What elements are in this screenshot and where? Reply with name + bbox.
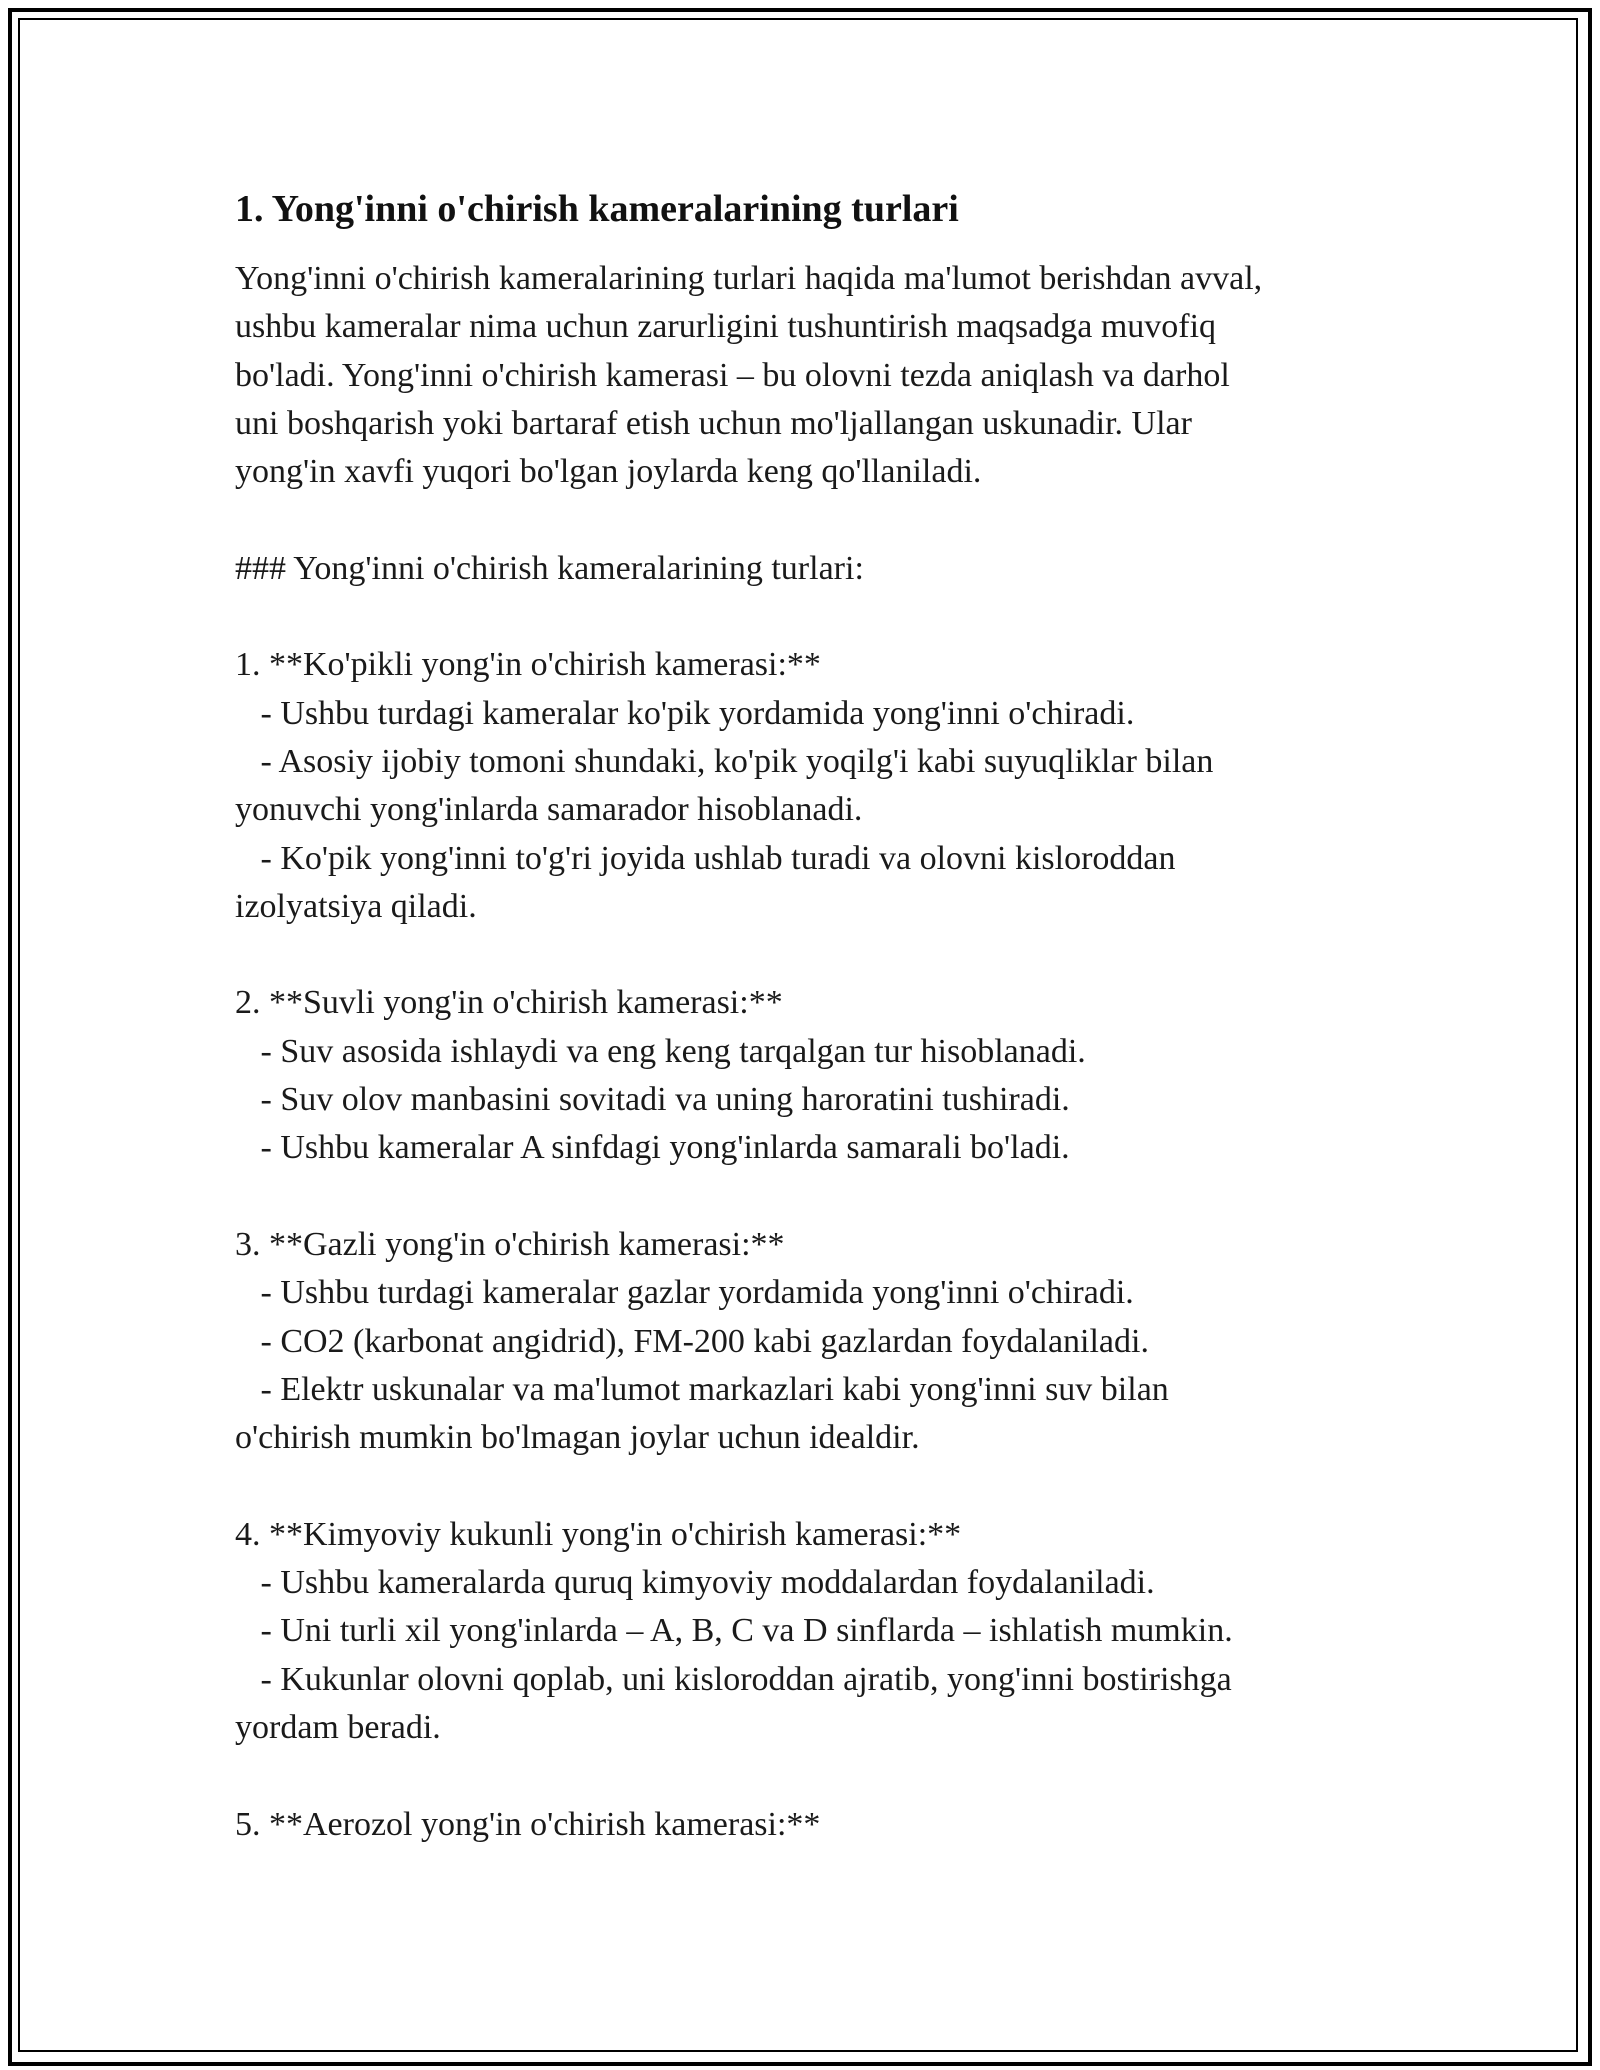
text-line: - Ko'pik yong'inni to'g'ri joyida ushlab turadi va olovni kisloroddan (235, 839, 1176, 877)
text-line: - Ushbu kameralar A sinfdagi yong'inlarda samarali bo'ladi. (235, 1129, 1070, 1167)
text-line: - Ushbu turdagi kameralar ko'pik yordamida yong'inni o'chiradi. (235, 694, 1135, 732)
text-line: - Uni turli xil yong'inlarda – A, B, C va D sinflarda – ishlatish mumkin. (235, 1612, 1233, 1650)
text-line: 2. **Suvli yong'in o'chirish kamerasi:** (235, 984, 783, 1022)
text-line: 3. **Gazli yong'in o'chirish kamerasi:** (235, 1225, 785, 1263)
text-line: - Ushbu turdagi kameralar gazlar yordamida yong'inni o'chiradi. (235, 1274, 1134, 1312)
text-line: 4. **Kimyoviy kukunli yong'in o'chirish kamerasi:** (235, 1515, 962, 1553)
document-body (235, 185, 1385, 1849)
text-line: uni boshqarish yoki bartaraf etish uchun mo'ljallangan uskunadir. Ular (235, 404, 1192, 442)
text-line: yong'in xavfi yuqori bo'lgan joylarda keng qo'llaniladi. (235, 453, 982, 491)
text-line: yonuvchi yong'inlarda samarador hisoblanadi. (235, 791, 863, 829)
blank-line (235, 1752, 1385, 1800)
text-line: - Asosiy ijobiy tomoni shundaki, ko'pik yoqilg'i kabi suyuqliklar bilan (235, 742, 1214, 780)
text-line: - Ushbu kameralarda quruq kimyoviy moddalardan foydalaniladi. (235, 1564, 1155, 1602)
text-line: 1. **Ko'pikli yong'in o'chirish kamerasi:** (235, 646, 821, 684)
text-line: Yong'inni o'chirish kameralarining turlari haqida ma'lumot berishdan avval, (235, 260, 1263, 297)
text-line: 5. **Aerozol yong'in o'chirish kamerasi:** (235, 1805, 821, 1843)
blank-line (235, 593, 1385, 641)
text-line: - Kukunlar olovni qoplab, uni kisloroddan ajratib, yong'inni bostirishga (235, 1660, 1232, 1698)
document-title: 1. Yong'inni o'chirish kameralarining turlari (235, 188, 959, 230)
text-line: - Suv olov manbasini sovitadi va uning haroratini tushiradi. (235, 1081, 1070, 1119)
blank-line (235, 931, 1385, 979)
document-text (235, 255, 1385, 1849)
blank-line (235, 1173, 1385, 1221)
blank-line (235, 496, 1385, 544)
blank-line (235, 1462, 1385, 1510)
text-line: ushbu kameralar nima uchun zarurligini tushuntirish maqsadga muvofiq (235, 308, 1217, 346)
text-line: - Suv asosida ishlaydi va eng keng tarqalgan tur hisoblanadi. (235, 1032, 1086, 1070)
text-line: - CO2 (karbonat angidrid), FM-200 kabi gazlardan foydalaniladi. (235, 1322, 1149, 1360)
text-line: - Elektr uskunalar va ma'lumot markazlari kabi yong'inni suv bilan (235, 1370, 1169, 1408)
text-line: yordam beradi. (235, 1708, 441, 1746)
text-line: izolyatsiya qiladi. (235, 887, 477, 925)
text-line: o'chirish mumkin bo'lmagan joylar uchun idealdir. (235, 1419, 920, 1457)
text-line: bo'ladi. Yong'inni o'chirish kamerasi – bu olovni tezda aniqlash va darhol (235, 356, 1230, 394)
text-line: ### Yong'inni o'chirish kameralarining turlari: (235, 549, 864, 587)
